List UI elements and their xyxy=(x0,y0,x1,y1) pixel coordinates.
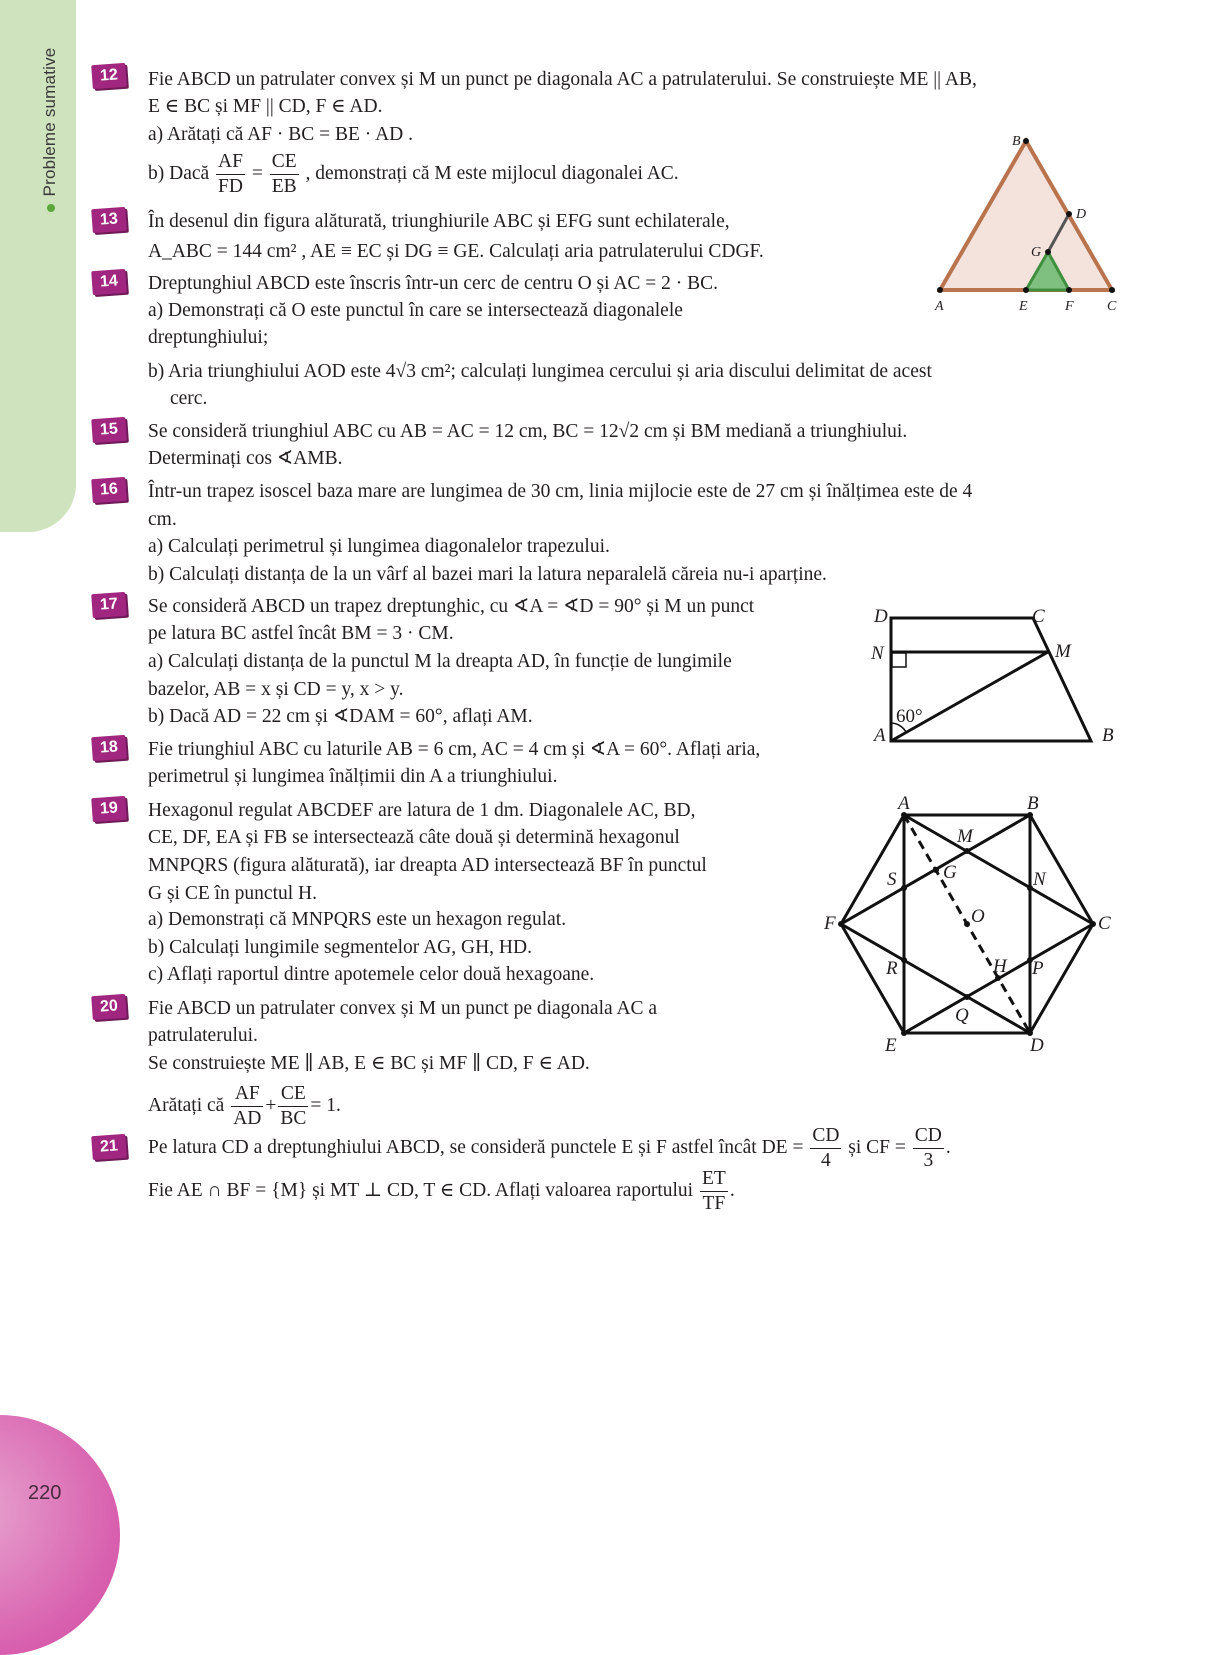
problem-19-line-2: CE, DF, EA și FB se intersectează câte două și determină hexagonul xyxy=(148,827,680,848)
fraction-numerator: CD xyxy=(913,1124,944,1149)
problem-badge-18: 18 xyxy=(91,735,127,761)
point-s xyxy=(901,885,907,891)
label-b: B xyxy=(1012,134,1021,149)
point-d xyxy=(1066,211,1072,217)
fraction-denominator: AD xyxy=(233,1108,262,1129)
fraction-denominator: 3 xyxy=(923,1150,934,1171)
point-g xyxy=(933,867,939,873)
point-m xyxy=(964,848,970,854)
problem-13-line-1: În desenul din figura alăturată, triunghiurile ABC și EFG sunt echilaterale, xyxy=(148,211,730,232)
problem-12-line-3: a) Arătați că AF · BC = BE · AD . xyxy=(148,124,414,145)
label-b: B xyxy=(1027,793,1039,814)
problem-17-line-3: a) Calculați distanța de la punctul M la dreapta AD, în funcție de lungimile xyxy=(148,651,732,672)
label-s: S xyxy=(887,869,897,890)
fraction-denominator: TF xyxy=(702,1193,726,1214)
fraction-af-fd xyxy=(216,150,245,199)
problem-17-line-5: b) Dacă AD = 22 cm și ∢DAM = 60°, aflați AM. xyxy=(148,706,533,727)
problem-16-line-1: Într-un trapez isoscel baza mare are lungimea de 30 cm, linia mijlocie este de 27 cm și înălțimea este de 4 xyxy=(148,481,973,502)
problem-20-prefix: Arătați că xyxy=(148,1094,225,1116)
label-a: A xyxy=(898,793,910,814)
problem-14-line-4: b) Aria triunghiului AOD este 4√3 cm²; calculați lungimea cercului și aria discului delimitat de acest xyxy=(148,361,932,382)
fraction-cd-3 xyxy=(913,1124,944,1173)
point-b xyxy=(1023,138,1029,144)
point-e xyxy=(1023,287,1029,293)
figure-regular-hexagon xyxy=(816,788,1121,1058)
label-m: M xyxy=(957,826,973,847)
problem-badge-20: 20 xyxy=(91,994,127,1020)
point-f xyxy=(1066,287,1072,293)
plus-sign: + xyxy=(265,1094,277,1116)
fraction-numerator: CD xyxy=(810,1124,841,1149)
problem-21-line2-end: . xyxy=(729,1179,735,1201)
problem-15-line-1: Se consideră triunghiul ABC cu AB = AC = 12 cm, BC = 12√2 cm și BM mediană a triunghiului. xyxy=(148,421,908,442)
problem-21-line2-prefix: Fie AE ∩ BF = {M} și MT ⊥ CD, T ∈ CD. Aflați valoarea raportului xyxy=(148,1179,694,1201)
label-b: B xyxy=(1102,725,1114,746)
label-p: P xyxy=(1032,958,1044,979)
label-o: O xyxy=(971,906,985,927)
label-e: E xyxy=(1019,299,1028,314)
problem-20-line-1: Fie ABCD un patrulater convex și M un punct pe diagonala AC a xyxy=(148,998,658,1019)
problem-badge-21: 21 xyxy=(91,1134,127,1160)
problem-19-line-7: c) Aflați raportul dintre apotemele celor două hexagoane. xyxy=(148,964,595,985)
problem-19-line-4: G și CE în punctul H. xyxy=(148,883,317,904)
point-f xyxy=(838,921,844,927)
label-a: A xyxy=(935,299,944,314)
problem-17-line-4: bazelor, AB = x și CD = y, x > y. xyxy=(148,679,404,700)
label-n: N xyxy=(871,643,884,664)
problem-14-line-2: a) Demonstrați că O este punctul în care se intersectează diagonalele xyxy=(148,300,683,321)
fraction-numerator: AF xyxy=(216,150,245,175)
problem-20-line-3: Se construiește ME ∥ AB, E ∈ BC și MF ∥ CD, F ∈ AD. xyxy=(148,1053,590,1074)
fraction-numerator: CE xyxy=(270,150,299,175)
point-r xyxy=(901,957,907,963)
problem-12-b-prefix: b) Dacă xyxy=(148,162,210,184)
label-a: A xyxy=(874,725,886,746)
problem-19-line-1: Hexagonul regulat ABCDEF are latura de 1 dm. Diagonalele AC, BD, xyxy=(148,800,696,821)
label-d: D xyxy=(874,606,888,627)
label-f: F xyxy=(824,913,836,934)
problem-19-line-5: a) Demonstrați că MNPQRS este un hexagon regulat. xyxy=(148,909,567,930)
fraction-et-tf xyxy=(700,1167,728,1216)
page-corner-decoration xyxy=(0,1415,120,1655)
problem-19-line-6: b) Calculați lungimile segmentelor AG, GH, HD. xyxy=(148,937,532,958)
problem-13-line-2: A_ABC = 144 cm² , AE ≡ EC și DG ≡ GE. Calculați aria patrulaterului CDGF. xyxy=(148,241,764,262)
label-h: H xyxy=(993,956,1007,977)
problem-14-line-1: Dreptunghiul ABCD este înscris într-un cerc de centru O și AC = 2 · BC. xyxy=(148,273,719,294)
label-m: M xyxy=(1055,641,1071,662)
fraction-numerator: AF xyxy=(231,1082,263,1107)
problem-21-mid: și CF = xyxy=(848,1136,906,1158)
point-o xyxy=(964,921,970,927)
point-q xyxy=(964,994,970,1000)
label-r: R xyxy=(886,958,898,979)
sidebar-label xyxy=(40,20,60,240)
problem-badge-12: 12 xyxy=(91,63,127,89)
bullet-icon xyxy=(47,204,55,212)
problem-20-line-2: patrulaterului. xyxy=(148,1025,258,1046)
point-c xyxy=(1109,287,1115,293)
problem-18-line-2: perimetrul și lungimea înălțimii din A a triunghiului. xyxy=(148,766,558,787)
problem-21-line-1 xyxy=(148,1124,951,1173)
fraction-numerator: CE xyxy=(278,1082,308,1107)
fraction-denominator: EB xyxy=(271,176,297,197)
point-e xyxy=(901,1030,907,1036)
problem-badge-19: 19 xyxy=(91,796,127,822)
problem-12-line-2: E ∈ BC și MF || CD, F ∈ AD. xyxy=(148,96,383,117)
problem-16-line-3: a) Calculați perimetrul și lungimea diagonalelor trapezului. xyxy=(148,536,610,557)
figure-triangle-abc-efg xyxy=(925,128,1130,318)
page-number: 220 xyxy=(28,1482,62,1504)
fraction-denominator: FD xyxy=(218,176,243,197)
point-a xyxy=(937,287,943,293)
point-g xyxy=(1045,249,1051,255)
problem-badge-15: 15 xyxy=(91,417,127,443)
label-n: N xyxy=(1033,869,1046,890)
problem-14-line-3: dreptunghiului; xyxy=(148,327,269,348)
problem-12-line-1: Fie ABCD un patrulater convex și M un punct pe diagonala AC a patrulaterului. Se construiește ME || AB, xyxy=(148,69,977,90)
diagonal-ac xyxy=(904,815,1093,924)
right-angle-mark xyxy=(892,653,906,667)
problem-21-end: . xyxy=(945,1136,951,1158)
problem-14-line-5: cerc. xyxy=(170,388,208,409)
problem-21-prefix: Pe latura CD a dreptunghiului ABCD, se consideră punctele E și F astfel încât DE = xyxy=(148,1136,804,1158)
label-c: C xyxy=(1098,913,1111,934)
equals-sign: = xyxy=(251,162,263,184)
sidebar-tab xyxy=(0,0,76,532)
label-d: D xyxy=(1076,207,1087,222)
problem-15-line-2: Determinați cos ∢AMB. xyxy=(148,448,343,469)
problem-17-line-1: Se consideră ABCD un trapez dreptunghic, cu ∢A = ∢D = 90° și M un punct xyxy=(148,596,755,617)
diagonal-df xyxy=(841,924,1030,1033)
fraction-ce-eb xyxy=(270,150,299,199)
problem-18-line-1: Fie triunghiul ABC cu laturile AB = 6 cm, AC = 4 cm și ∢A = 60°. Aflați aria, xyxy=(148,739,761,760)
label-c: C xyxy=(1032,606,1045,627)
fraction-numerator: ET xyxy=(700,1167,728,1192)
point-c xyxy=(1090,921,1096,927)
problem-17-line-2: pe latura BC astfel încât BM = 3 · CM. xyxy=(148,623,454,644)
label-q: Q xyxy=(955,1005,969,1026)
label-f: F xyxy=(1065,299,1074,314)
fraction-denominator: 4 xyxy=(821,1150,831,1171)
fraction-denominator: BC xyxy=(280,1108,307,1129)
problem-19-line-3: MNPQRS (figura alăturată), iar dreapta AD intersectează BF în punctul xyxy=(148,855,707,876)
equals-one: = 1. xyxy=(310,1094,341,1116)
problem-badge-13: 13 xyxy=(91,207,127,233)
problem-21-line-2 xyxy=(148,1167,735,1216)
problem-16-line-2: cm. xyxy=(148,509,177,530)
label-g: G xyxy=(943,862,957,883)
problem-12-b-suffix: , demonstrați că M este mijlocul diagonalei AC. xyxy=(305,162,679,184)
sidebar-label-text: Probleme sumative xyxy=(40,47,59,197)
problem-badge-17: 17 xyxy=(91,592,127,618)
segment-am xyxy=(891,652,1048,741)
label-e: E xyxy=(885,1035,897,1056)
label-c: C xyxy=(1107,299,1117,314)
label-g: G xyxy=(1031,245,1042,260)
angle-label: 60° xyxy=(896,706,923,727)
label-d: D xyxy=(1030,1035,1044,1056)
triangle-abc xyxy=(940,141,1112,290)
problem-badge-16: 16 xyxy=(91,477,127,503)
fraction-cd-4 xyxy=(810,1124,841,1173)
problem-16-line-4: b) Calculați distanța de la un vârf al bazei mari la latura neparalelă căreia nu-i aparține. xyxy=(148,564,827,585)
problem-badge-14: 14 xyxy=(91,269,127,295)
problem-12-part-b xyxy=(148,150,679,199)
figure-right-trapezoid xyxy=(866,600,1126,752)
